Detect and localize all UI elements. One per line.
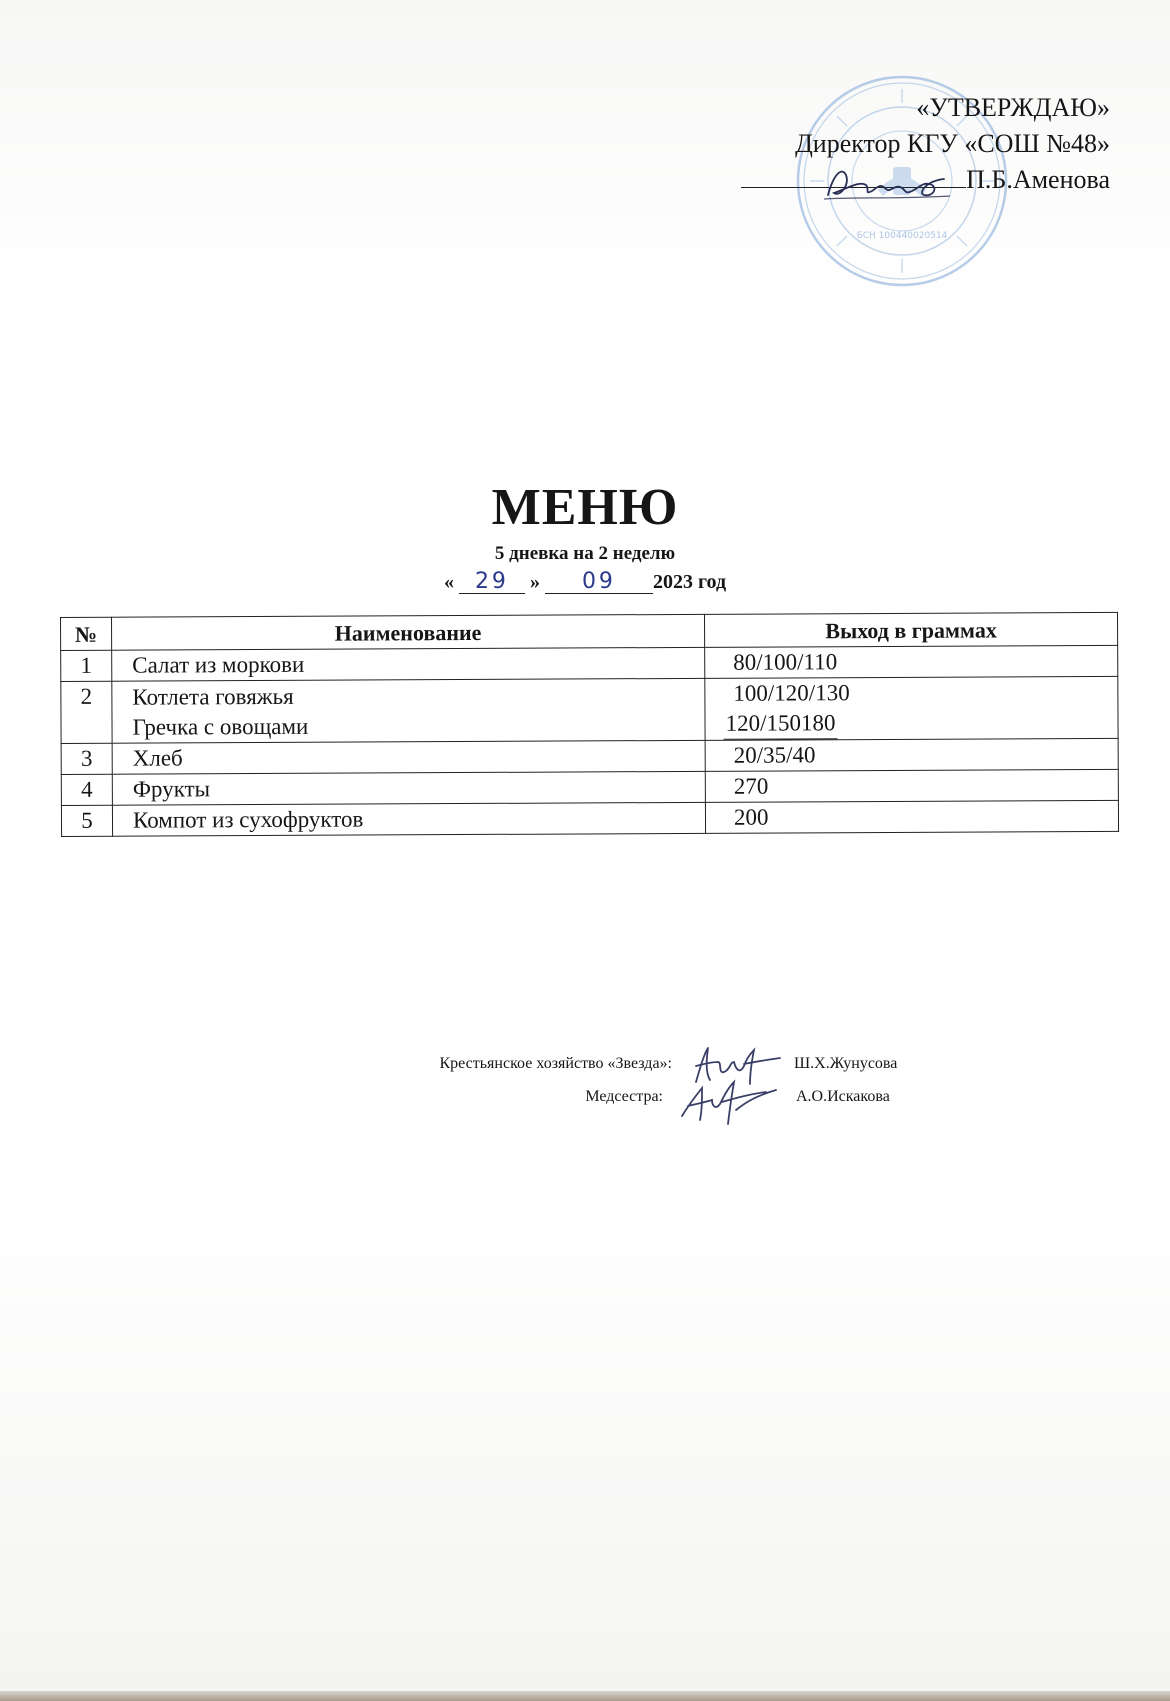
director-signature <box>820 163 955 205</box>
dish-name-line: Котлета говяжья <box>132 683 294 710</box>
approval-heading: «УТВЕРЖДАЮ» <box>916 93 1110 122</box>
date-open-quote: « <box>443 571 454 593</box>
table-row <box>61 769 1118 805</box>
table-header-row <box>61 612 1118 650</box>
page-bottom-edge <box>0 1691 1170 1701</box>
dish-yield-line: 200 <box>733 804 769 830</box>
row-number: 4 <box>61 774 112 805</box>
date-year: 2023 год <box>652 571 727 593</box>
approval-signatory-name: П.Б.Аменова <box>966 165 1110 194</box>
date-line <box>0 568 1170 596</box>
date-close-quote: » <box>529 571 540 593</box>
signature-name-nurse <box>796 1088 890 1106</box>
stamp-bin-text: БСН 100440020514 <box>856 231 948 241</box>
row-number: 5 <box>61 805 112 836</box>
dish-name <box>112 647 705 681</box>
table-row <box>61 800 1118 836</box>
dish-yield <box>705 676 1118 740</box>
signature-name: А.О.Искакова <box>796 1088 890 1105</box>
menu-table <box>60 612 1119 837</box>
page-title: МЕНЮ <box>491 479 679 536</box>
row-number: 3 <box>61 743 112 774</box>
table-row <box>61 645 1118 681</box>
row-number: 2 <box>61 681 112 743</box>
header-number: № <box>61 617 112 650</box>
dish-name-line: Салат из моркови <box>132 651 305 678</box>
date-day-field: 29 <box>459 571 525 594</box>
dish-yield-line: 100/120/130 <box>733 680 850 706</box>
date-month-field: 09 <box>545 571 653 594</box>
page-subtitle: 5 дневка на 2 неделю <box>494 543 676 564</box>
dish-name <box>112 771 705 805</box>
header-name: Наименование <box>112 614 705 650</box>
dish-name <box>112 740 705 774</box>
table-row <box>61 676 1118 743</box>
dish-name <box>112 678 705 743</box>
row-number: 1 <box>61 650 112 681</box>
header-yield: Выход в граммах <box>704 612 1117 647</box>
dish-yield <box>705 769 1118 802</box>
dish-yield <box>705 738 1118 771</box>
signature-role: Крестьянское хозяйство «Звезда»: <box>439 1055 672 1072</box>
dish-yield-line: 80/100/110 <box>733 649 838 675</box>
dish-yield-line: 120/150180 <box>723 708 837 740</box>
nurse-handwritten-signature <box>676 1076 782 1128</box>
dish-name <box>112 802 705 836</box>
dish-yield-line: 270 <box>733 773 769 799</box>
dish-yield <box>705 800 1118 833</box>
dish-yield-line: 20/35/40 <box>733 742 816 768</box>
dish-name-line: Компот из сухофруктов <box>132 806 364 833</box>
dish-yield <box>705 645 1118 678</box>
dish-name-line: Гречка с овощами <box>132 713 309 740</box>
signature-name: Ш.Х.Жунусова <box>794 1055 898 1072</box>
table-row <box>61 738 1118 774</box>
approval-director-title: Директор КГУ «СОШ №48» <box>795 129 1110 158</box>
signature-name-farm <box>794 1055 897 1073</box>
signature-role: Медсестра: <box>585 1088 663 1105</box>
dish-yield-line-wrap <box>725 707 1109 740</box>
dish-name-line: Хлеб <box>132 745 183 771</box>
dish-name-line: Фрукты <box>132 776 211 802</box>
